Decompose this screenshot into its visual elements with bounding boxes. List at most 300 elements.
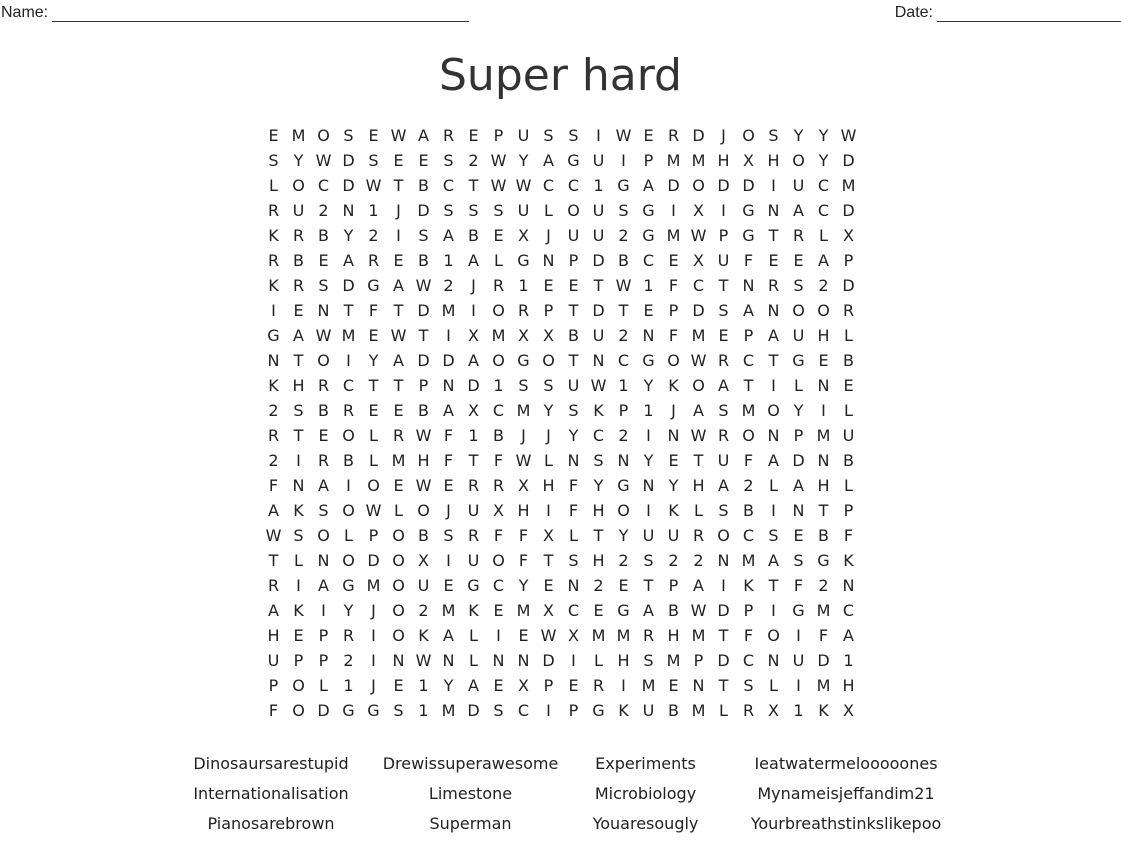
grid-letter[interactable]: I xyxy=(771,501,776,520)
grid-letter[interactable]: P xyxy=(293,651,304,670)
grid-letter[interactable]: 2 xyxy=(618,226,629,245)
grid-letter[interactable]: O xyxy=(392,626,405,645)
grid-letter[interactable]: S xyxy=(718,301,729,320)
grid-letter[interactable]: T xyxy=(568,351,579,370)
grid-letter[interactable]: D xyxy=(367,551,380,570)
grid-letter[interactable]: A xyxy=(693,401,704,420)
grid-letter[interactable]: T xyxy=(718,676,729,695)
grid-letter[interactable]: A xyxy=(768,551,779,570)
grid-letter[interactable]: N xyxy=(667,426,680,445)
grid-letter[interactable]: A xyxy=(793,201,804,220)
grid-letter[interactable]: S xyxy=(718,401,729,420)
grid-letter[interactable]: N xyxy=(767,651,780,670)
grid-letter[interactable]: L xyxy=(269,176,278,195)
grid-letter[interactable]: R xyxy=(642,626,655,645)
grid-letter[interactable]: B xyxy=(418,176,429,195)
grid-letter[interactable]: B xyxy=(343,451,354,470)
grid-letter[interactable]: U xyxy=(642,526,655,545)
grid-letter[interactable]: D xyxy=(467,701,480,720)
grid-letter[interactable]: X xyxy=(568,626,579,645)
grid-letter[interactable]: E xyxy=(393,151,404,170)
grid-letter[interactable]: L xyxy=(794,376,803,395)
grid-letter[interactable]: U xyxy=(592,151,605,170)
grid-letter[interactable]: F xyxy=(493,526,504,545)
grid-letter[interactable]: H xyxy=(592,501,605,520)
grid-letter[interactable]: E xyxy=(393,251,404,270)
grid-letter[interactable]: H xyxy=(592,551,605,570)
grid-letter[interactable]: B xyxy=(743,501,754,520)
grid-letter[interactable]: P xyxy=(668,301,679,320)
grid-letter[interactable]: O xyxy=(292,176,305,195)
grid-letter[interactable]: T xyxy=(343,301,354,320)
grid-letter[interactable]: P xyxy=(843,251,854,270)
grid-letter[interactable]: C xyxy=(542,176,555,195)
grid-letter[interactable]: C xyxy=(342,376,355,395)
grid-letter[interactable]: A xyxy=(468,676,479,695)
grid-letter[interactable]: A xyxy=(468,251,479,270)
grid-letter[interactable]: E xyxy=(493,601,504,620)
grid-letter[interactable]: W xyxy=(315,326,332,345)
grid-letter[interactable]: N xyxy=(317,301,330,320)
grid-letter[interactable]: O xyxy=(567,201,580,220)
grid-letter[interactable]: S xyxy=(343,126,354,145)
grid-letter[interactable]: 2 xyxy=(593,576,604,595)
grid-letter[interactable]: 1 xyxy=(493,376,504,395)
grid-letter[interactable]: S xyxy=(568,401,579,420)
grid-letter[interactable]: L xyxy=(844,401,853,420)
grid-letter[interactable]: E xyxy=(443,576,454,595)
grid-letter[interactable]: L xyxy=(694,501,703,520)
grid-letter[interactable]: 2 xyxy=(418,601,429,620)
grid-letter[interactable]: 1 xyxy=(443,251,454,270)
grid-letter[interactable]: P xyxy=(543,301,554,320)
grid-letter[interactable]: C xyxy=(742,526,755,545)
grid-letter[interactable]: M xyxy=(691,151,706,170)
grid-letter[interactable]: E xyxy=(493,226,504,245)
grid-letter[interactable]: R xyxy=(442,126,455,145)
grid-letter[interactable]: 1 xyxy=(793,701,804,720)
grid-letter[interactable]: U xyxy=(592,226,605,245)
grid-letter[interactable]: S xyxy=(568,551,579,570)
grid-letter[interactable]: X xyxy=(843,226,854,245)
grid-letter[interactable]: N xyxy=(342,201,355,220)
grid-letter[interactable]: N xyxy=(817,376,830,395)
grid-letter[interactable]: E xyxy=(793,526,804,545)
grid-letter[interactable]: R xyxy=(342,626,355,645)
grid-letter[interactable]: Y xyxy=(343,601,354,620)
grid-letter[interactable]: C xyxy=(817,201,830,220)
grid-letter[interactable]: 1 xyxy=(643,401,654,420)
grid-letter[interactable]: M xyxy=(666,651,681,670)
grid-letter[interactable]: X xyxy=(518,326,529,345)
grid-letter[interactable]: 1 xyxy=(343,676,354,695)
grid-letter[interactable]: E xyxy=(293,301,304,320)
grid-letter[interactable]: E xyxy=(393,401,404,420)
grid-letter[interactable]: M xyxy=(816,601,831,620)
grid-letter[interactable]: E xyxy=(818,351,829,370)
grid-letter[interactable]: X xyxy=(693,251,704,270)
grid-letter[interactable]: E xyxy=(668,451,679,470)
grid-letter[interactable]: T xyxy=(693,451,704,470)
grid-letter[interactable]: M xyxy=(616,626,631,645)
grid-letter[interactable]: L xyxy=(844,476,853,495)
grid-letter[interactable]: I xyxy=(771,601,776,620)
grid-letter[interactable]: B xyxy=(843,451,854,470)
grid-letter[interactable]: O xyxy=(667,351,680,370)
grid-letter[interactable]: I xyxy=(321,601,326,620)
grid-letter[interactable]: G xyxy=(617,601,630,620)
grid-letter[interactable]: E xyxy=(593,601,604,620)
grid-letter[interactable]: W xyxy=(690,226,707,245)
grid-letter[interactable]: K xyxy=(843,551,854,570)
grid-letter[interactable]: F xyxy=(743,451,754,470)
grid-letter[interactable]: E xyxy=(268,126,279,145)
grid-letter[interactable]: Y xyxy=(518,151,529,170)
grid-letter[interactable]: H xyxy=(617,651,630,670)
grid-letter[interactable]: W xyxy=(690,351,707,370)
grid-letter[interactable]: Y xyxy=(643,376,654,395)
grid-letter[interactable]: B xyxy=(568,326,579,345)
grid-letter[interactable]: 2 xyxy=(343,651,354,670)
grid-letter[interactable]: U xyxy=(667,526,680,545)
grid-letter[interactable]: M xyxy=(641,676,656,695)
grid-letter[interactable]: O xyxy=(317,126,330,145)
grid-letter[interactable]: B xyxy=(668,601,679,620)
grid-letter[interactable]: L xyxy=(544,451,553,470)
grid-letter[interactable]: O xyxy=(392,576,405,595)
grid-letter[interactable]: P xyxy=(718,226,729,245)
grid-letter[interactable]: I xyxy=(721,201,726,220)
grid-letter[interactable]: O xyxy=(367,476,380,495)
grid-letter[interactable]: G xyxy=(367,701,380,720)
grid-letter[interactable]: U xyxy=(567,226,580,245)
grid-letter[interactable]: G xyxy=(792,601,805,620)
grid-letter[interactable]: W xyxy=(540,626,557,645)
grid-letter[interactable]: A xyxy=(418,126,429,145)
grid-letter[interactable]: D xyxy=(417,201,430,220)
grid-letter[interactable]: W xyxy=(590,376,607,395)
grid-letter[interactable]: M xyxy=(441,701,456,720)
grid-letter[interactable]: L xyxy=(594,651,603,670)
grid-letter[interactable]: S xyxy=(318,501,329,520)
grid-letter[interactable]: S xyxy=(643,651,654,670)
grid-letter[interactable]: M xyxy=(691,701,706,720)
grid-letter[interactable]: J xyxy=(471,276,476,295)
grid-letter[interactable]: 2 xyxy=(693,551,704,570)
grid-letter[interactable]: Y xyxy=(793,126,804,145)
date-blank-line[interactable] xyxy=(937,4,1121,22)
grid-letter[interactable]: D xyxy=(842,151,855,170)
grid-letter[interactable]: B xyxy=(468,226,479,245)
grid-letter[interactable]: U xyxy=(842,426,855,445)
grid-letter[interactable]: D xyxy=(692,126,705,145)
grid-letter[interactable]: C xyxy=(742,651,755,670)
grid-letter[interactable]: 1 xyxy=(368,201,379,220)
grid-letter[interactable]: C xyxy=(567,176,580,195)
grid-letter[interactable]: E xyxy=(793,251,804,270)
grid-letter[interactable]: M xyxy=(441,601,456,620)
grid-letter[interactable]: H xyxy=(517,501,530,520)
grid-letter[interactable]: L xyxy=(294,551,303,570)
grid-letter[interactable]: P xyxy=(318,651,329,670)
grid-letter[interactable]: T xyxy=(768,351,779,370)
grid-letter[interactable]: M xyxy=(691,326,706,345)
grid-letter[interactable]: M xyxy=(591,626,606,645)
grid-letter[interactable]: N xyxy=(617,451,630,470)
grid-letter[interactable]: E xyxy=(418,151,429,170)
grid-letter[interactable]: C xyxy=(517,701,530,720)
grid-letter[interactable]: N xyxy=(267,351,280,370)
grid-letter[interactable]: O xyxy=(767,401,780,420)
grid-letter[interactable]: X xyxy=(693,201,704,220)
grid-letter[interactable]: G xyxy=(642,201,655,220)
grid-letter[interactable]: R xyxy=(517,301,530,320)
grid-letter[interactable]: B xyxy=(318,401,329,420)
grid-letter[interactable]: U xyxy=(592,326,605,345)
grid-letter[interactable]: S xyxy=(768,126,779,145)
grid-letter[interactable]: 1 xyxy=(418,701,429,720)
grid-letter[interactable]: H xyxy=(817,476,830,495)
grid-letter[interactable]: U xyxy=(717,451,730,470)
grid-letter[interactable]: R xyxy=(317,451,330,470)
grid-letter[interactable]: L xyxy=(844,326,853,345)
grid-letter[interactable]: C xyxy=(492,576,505,595)
grid-letter[interactable]: O xyxy=(392,601,405,620)
name-blank-line[interactable] xyxy=(52,4,469,22)
grid-letter[interactable]: 2 xyxy=(268,401,279,420)
grid-letter[interactable]: D xyxy=(842,201,855,220)
grid-letter[interactable]: I xyxy=(621,151,626,170)
grid-letter[interactable]: S xyxy=(268,151,279,170)
grid-letter[interactable]: A xyxy=(293,326,304,345)
grid-letter[interactable]: K xyxy=(268,376,279,395)
grid-letter[interactable]: I xyxy=(471,301,476,320)
grid-letter[interactable]: C xyxy=(567,601,580,620)
grid-letter[interactable]: L xyxy=(469,651,478,670)
grid-letter[interactable]: N xyxy=(392,651,405,670)
grid-letter[interactable]: L xyxy=(469,626,478,645)
grid-letter[interactable]: 1 xyxy=(518,276,529,295)
grid-letter[interactable]: O xyxy=(492,351,505,370)
grid-letter[interactable]: H xyxy=(842,676,855,695)
grid-letter[interactable]: N xyxy=(317,551,330,570)
grid-letter[interactable]: O xyxy=(542,351,555,370)
grid-letter[interactable]: U xyxy=(467,551,480,570)
grid-letter[interactable]: H xyxy=(292,376,305,395)
grid-letter[interactable]: E xyxy=(568,676,579,695)
grid-letter[interactable]: R xyxy=(467,476,480,495)
grid-letter[interactable]: L xyxy=(719,701,728,720)
grid-letter[interactable]: F xyxy=(668,276,679,295)
grid-letter[interactable]: D xyxy=(792,451,805,470)
grid-letter[interactable]: 1 xyxy=(643,276,654,295)
grid-letter[interactable]: A xyxy=(268,501,279,520)
grid-letter[interactable]: X xyxy=(743,151,754,170)
grid-letter[interactable]: X xyxy=(543,601,554,620)
grid-letter[interactable]: R xyxy=(492,276,505,295)
grid-letter[interactable]: S xyxy=(543,126,554,145)
grid-letter[interactable]: W xyxy=(690,426,707,445)
grid-letter[interactable]: T xyxy=(468,176,479,195)
grid-letter[interactable]: X xyxy=(518,476,529,495)
grid-letter[interactable]: W xyxy=(365,501,382,520)
grid-letter[interactable]: J xyxy=(396,201,401,220)
grid-letter[interactable]: M xyxy=(391,451,406,470)
grid-letter[interactable]: Y xyxy=(568,426,579,445)
grid-letter[interactable]: O xyxy=(317,351,330,370)
grid-letter[interactable]: A xyxy=(443,226,454,245)
grid-letter[interactable]: E xyxy=(368,126,379,145)
grid-letter[interactable]: D xyxy=(342,151,355,170)
grid-letter[interactable]: G xyxy=(617,176,630,195)
grid-letter[interactable]: G xyxy=(742,226,755,245)
grid-letter[interactable]: S xyxy=(468,201,479,220)
grid-letter[interactable]: C xyxy=(492,401,505,420)
grid-letter[interactable]: E xyxy=(443,476,454,495)
grid-letter[interactable]: W xyxy=(515,451,532,470)
grid-letter[interactable]: S xyxy=(368,151,379,170)
grid-letter[interactable]: E xyxy=(668,251,679,270)
grid-letter[interactable]: R xyxy=(492,476,505,495)
grid-letter[interactable]: M xyxy=(491,326,506,345)
grid-letter[interactable]: N xyxy=(742,276,755,295)
grid-letter[interactable]: T xyxy=(543,551,554,570)
grid-letter[interactable]: T xyxy=(568,301,579,320)
grid-letter[interactable]: O xyxy=(717,526,730,545)
grid-letter[interactable]: D xyxy=(467,376,480,395)
grid-letter[interactable]: U xyxy=(417,576,430,595)
grid-letter[interactable]: D xyxy=(592,251,605,270)
grid-letter[interactable]: H xyxy=(817,326,830,345)
grid-letter[interactable]: G xyxy=(642,226,655,245)
grid-letter[interactable]: B xyxy=(293,251,304,270)
grid-letter[interactable]: R xyxy=(342,401,355,420)
grid-letter[interactable]: S xyxy=(293,526,304,545)
grid-letter[interactable]: J xyxy=(446,501,451,520)
grid-letter[interactable]: Y xyxy=(793,401,804,420)
grid-letter[interactable]: T xyxy=(593,276,604,295)
grid-letter[interactable]: B xyxy=(618,251,629,270)
grid-letter[interactable]: T xyxy=(818,501,829,520)
grid-letter[interactable]: J xyxy=(721,126,726,145)
grid-letter[interactable]: E xyxy=(393,676,404,695)
grid-letter[interactable]: A xyxy=(643,176,654,195)
grid-letter[interactable]: E xyxy=(668,676,679,695)
grid-letter[interactable]: J xyxy=(521,426,526,445)
grid-letter[interactable]: H xyxy=(667,626,680,645)
grid-letter[interactable]: N xyxy=(817,451,830,470)
grid-letter[interactable]: O xyxy=(792,151,805,170)
grid-letter[interactable]: X xyxy=(493,501,504,520)
grid-letter[interactable]: U xyxy=(267,651,280,670)
grid-letter[interactable]: D xyxy=(342,176,355,195)
grid-letter[interactable]: O xyxy=(317,526,330,545)
grid-letter[interactable]: J xyxy=(671,401,676,420)
grid-letter[interactable]: K xyxy=(618,701,629,720)
grid-letter[interactable]: O xyxy=(392,551,405,570)
grid-letter[interactable]: 2 xyxy=(618,551,629,570)
grid-letter[interactable]: D xyxy=(842,276,855,295)
grid-letter[interactable]: R xyxy=(317,376,330,395)
grid-letter[interactable]: O xyxy=(742,426,755,445)
grid-letter[interactable]: M xyxy=(741,401,756,420)
grid-letter[interactable]: C xyxy=(442,176,455,195)
grid-letter[interactable]: A xyxy=(468,351,479,370)
grid-letter[interactable]: N xyxy=(592,351,605,370)
grid-letter[interactable]: 2 xyxy=(818,276,829,295)
grid-letter[interactable]: G xyxy=(592,701,605,720)
grid-letter[interactable]: I xyxy=(646,501,651,520)
grid-letter[interactable]: W xyxy=(415,651,432,670)
grid-letter[interactable]: C xyxy=(817,176,830,195)
grid-letter[interactable]: W xyxy=(390,326,407,345)
grid-letter[interactable]: M xyxy=(366,576,381,595)
grid-letter[interactable]: T xyxy=(768,576,779,595)
grid-letter[interactable]: A xyxy=(318,576,329,595)
grid-letter[interactable]: S xyxy=(793,551,804,570)
grid-letter[interactable]: I xyxy=(296,576,301,595)
grid-letter[interactable]: 1 xyxy=(468,426,479,445)
grid-letter[interactable]: 2 xyxy=(318,201,329,220)
grid-letter[interactable]: D xyxy=(342,276,355,295)
grid-letter[interactable]: S xyxy=(543,376,554,395)
grid-letter[interactable]: F xyxy=(443,426,454,445)
grid-letter[interactable]: M xyxy=(841,176,856,195)
grid-letter[interactable]: I xyxy=(771,376,776,395)
grid-letter[interactable]: S xyxy=(443,526,454,545)
grid-letter[interactable]: P xyxy=(318,626,329,645)
grid-letter[interactable]: G xyxy=(367,276,380,295)
grid-letter[interactable]: W xyxy=(515,176,532,195)
grid-letter[interactable]: W xyxy=(490,176,507,195)
grid-letter[interactable]: N xyxy=(442,376,455,395)
grid-letter[interactable]: 2 xyxy=(468,151,479,170)
grid-letter[interactable]: R xyxy=(717,426,730,445)
grid-letter[interactable]: T xyxy=(293,426,304,445)
grid-letter[interactable]: L xyxy=(319,676,328,695)
grid-letter[interactable]: 2 xyxy=(618,426,629,445)
grid-letter[interactable]: O xyxy=(392,526,405,545)
grid-letter[interactable]: Y xyxy=(518,576,529,595)
grid-letter[interactable]: E xyxy=(643,301,654,320)
grid-letter[interactable]: F xyxy=(743,251,754,270)
grid-letter[interactable]: R xyxy=(667,126,680,145)
grid-letter[interactable]: X xyxy=(543,326,554,345)
grid-letter[interactable]: P xyxy=(368,526,379,545)
grid-letter[interactable]: F xyxy=(268,701,279,720)
grid-letter[interactable]: 2 xyxy=(668,551,679,570)
grid-letter[interactable]: L xyxy=(344,526,353,545)
grid-letter[interactable]: W xyxy=(390,126,407,145)
grid-letter[interactable]: M xyxy=(666,226,681,245)
grid-letter[interactable]: J xyxy=(371,676,376,695)
grid-letter[interactable]: N xyxy=(717,551,730,570)
grid-letter[interactable]: H xyxy=(417,451,430,470)
grid-letter[interactable]: R xyxy=(267,576,280,595)
grid-letter[interactable]: D xyxy=(417,301,430,320)
grid-letter[interactable]: H xyxy=(717,151,730,170)
grid-letter[interactable]: S xyxy=(643,551,654,570)
grid-letter[interactable]: K xyxy=(593,401,604,420)
grid-letter[interactable]: E xyxy=(318,426,329,445)
grid-letter[interactable]: C xyxy=(617,351,630,370)
grid-letter[interactable]: L xyxy=(369,426,378,445)
grid-letter[interactable]: G xyxy=(567,151,580,170)
grid-letter[interactable]: I xyxy=(371,626,376,645)
grid-letter[interactable]: P xyxy=(568,701,579,720)
grid-letter[interactable]: K xyxy=(418,626,429,645)
grid-letter[interactable]: A xyxy=(393,276,404,295)
